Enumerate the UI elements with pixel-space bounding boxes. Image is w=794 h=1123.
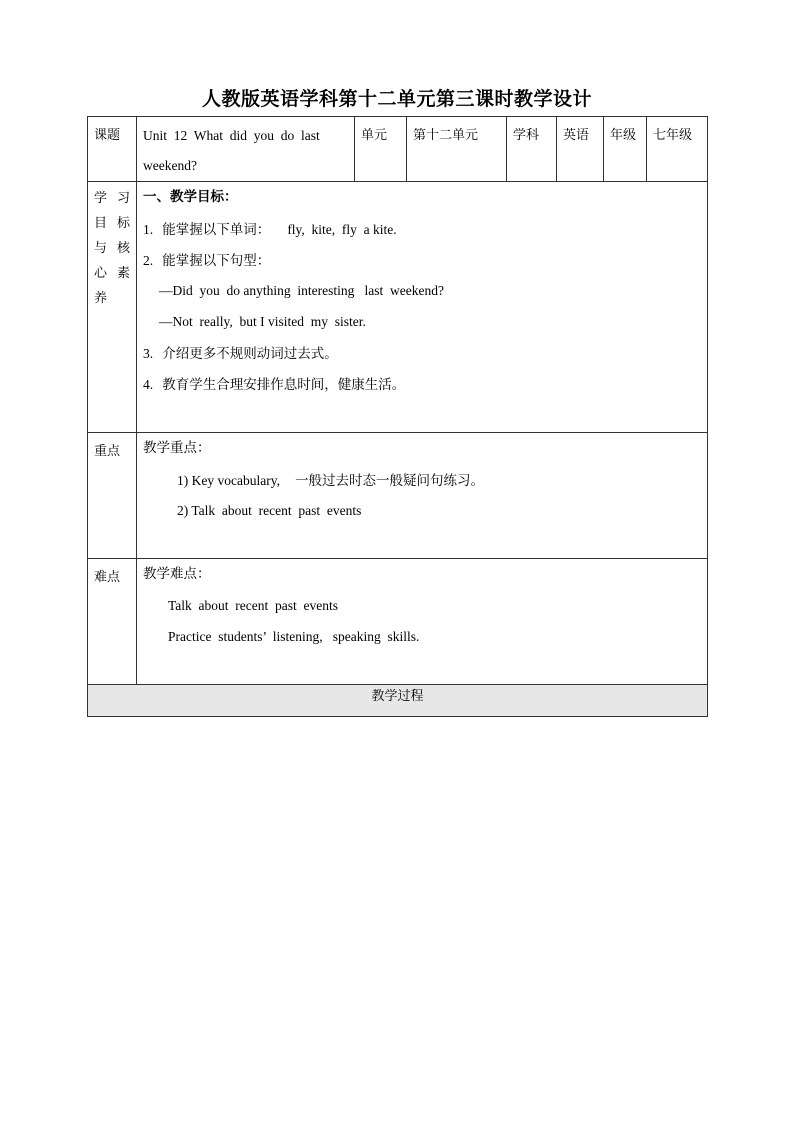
goals-heading: 一、教学目标： bbox=[143, 189, 238, 205]
grade-value: 七年级 bbox=[653, 128, 693, 143]
goals-content bbox=[137, 182, 707, 399]
subject-value-cell bbox=[557, 117, 604, 182]
unit-value: 第十二单元 bbox=[413, 128, 479, 143]
subject-label-cell bbox=[507, 117, 557, 182]
difficult-points-label: 难点 bbox=[94, 570, 121, 585]
goal-item-3: 3. 介绍更多不规则动词过去式。 bbox=[143, 346, 338, 362]
goals-label-line: 心 素 bbox=[94, 266, 130, 281]
goal-sentence-question: —Did you do anything interesting last weekend? bbox=[159, 283, 444, 298]
grade-value-cell bbox=[647, 117, 708, 182]
key-point-item-1: 1) Key vocabulary, 一般过去时态一般疑问句练习。 bbox=[177, 473, 485, 489]
goal-item-2: 2. 能掌握以下句型： bbox=[143, 253, 271, 269]
topic-value bbox=[137, 117, 354, 181]
key-points-content bbox=[137, 433, 707, 526]
key-point-item-2: 2) Talk about recent past events bbox=[177, 503, 362, 518]
goals-row bbox=[88, 182, 708, 433]
goals-label-cell bbox=[88, 182, 137, 433]
difficult-points-row bbox=[88, 559, 708, 685]
process-header-cell bbox=[88, 685, 708, 717]
grade-label-cell bbox=[604, 117, 647, 182]
grade-label: 年级 bbox=[610, 128, 637, 143]
goal-item-1: 1. 能掌握以下单词： fly, kite, fly a kite. bbox=[143, 222, 397, 238]
goals-label-line: 与 核 bbox=[94, 241, 130, 256]
unit-label: 单元 bbox=[361, 128, 388, 143]
key-points-label: 重点 bbox=[94, 444, 121, 459]
topic-label: 课题 bbox=[94, 128, 121, 143]
lesson-plan-table bbox=[87, 116, 708, 717]
key-points-heading: 教学重点： bbox=[143, 440, 211, 456]
process-label: 教学过程 bbox=[371, 689, 424, 704]
key-points-label-cell bbox=[88, 433, 137, 559]
difficult-points-label-cell bbox=[88, 559, 137, 685]
subject-label: 学科 bbox=[513, 128, 540, 143]
difficult-points-heading: 教学难点： bbox=[143, 566, 211, 582]
key-points-content-cell bbox=[137, 433, 708, 559]
goals-label-line: 学习 bbox=[94, 191, 130, 206]
header-row bbox=[88, 117, 708, 182]
topic-value-cell bbox=[137, 117, 355, 182]
goals-label-line: 养 bbox=[94, 291, 108, 306]
document-title: 人教版英语学科第十二单元第三课时教学设计 bbox=[201, 88, 592, 110]
process-row bbox=[88, 685, 708, 717]
goals-content-cell bbox=[137, 182, 708, 433]
goal-sentence-answer: —Not really, but I visited my sister. bbox=[159, 314, 366, 329]
goals-label-line: 目 标 bbox=[94, 216, 130, 231]
key-points-row bbox=[88, 433, 708, 559]
unit-label-cell bbox=[355, 117, 407, 182]
topic-label-cell bbox=[88, 117, 137, 182]
difficult-point-item-2: Practice students’ listening, speaking skills. bbox=[168, 629, 420, 644]
difficult-point-item-1: Talk about recent past events bbox=[168, 598, 338, 613]
unit-value-cell bbox=[407, 117, 507, 182]
difficult-points-content bbox=[137, 559, 707, 652]
topic-line-2: weekend? bbox=[143, 158, 197, 173]
topic-line-1: Unit 12 What did you do last bbox=[143, 128, 320, 143]
goals-label bbox=[88, 182, 136, 311]
difficult-points-content-cell bbox=[137, 559, 708, 685]
goal-item-4: 4. 教育学生合理安排作息时间，健康生活。 bbox=[143, 377, 406, 393]
subject-value: 英语 bbox=[563, 128, 590, 143]
